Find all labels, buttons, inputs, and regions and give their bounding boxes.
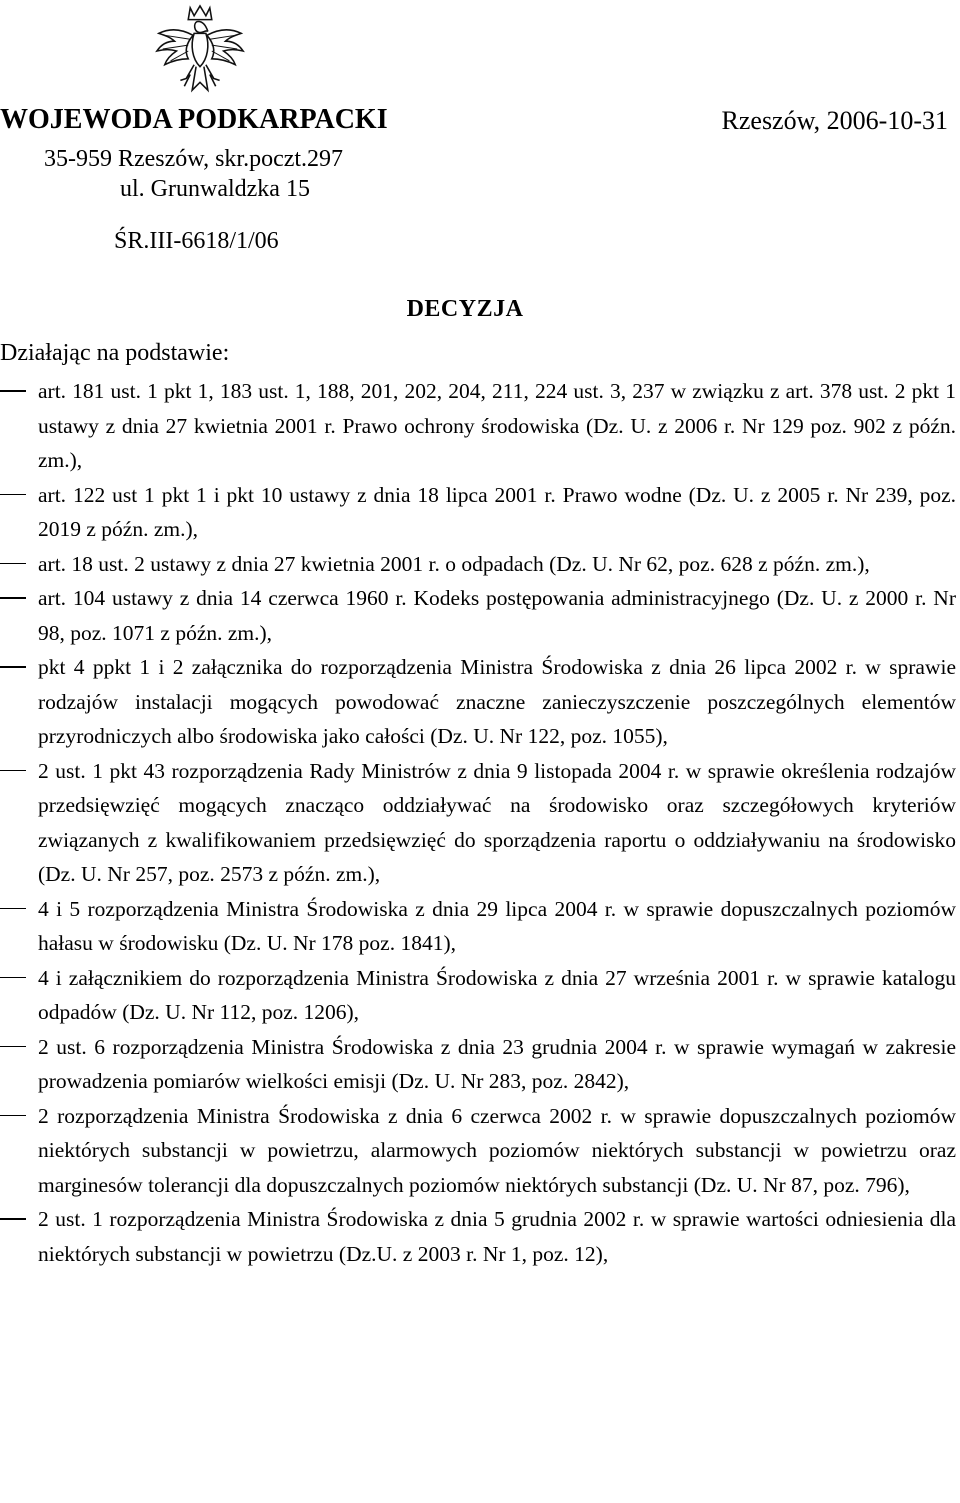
list-item-text: 2 ust. 6 rozporządzenia Ministra Środowiska z dnia 23 grudnia 2004 r. w sprawie wymagań w zakresie prowadzenia pomiarów wielkości emisji (Dz. U. Nr 283, poz. 2842), — [38, 1034, 956, 1093]
issue-date: Rzeszów, 2006-10-31 — [721, 106, 948, 135]
list-item — [0, 961, 956, 1030]
list-item-text: 2 ust. 1 pkt 43 rozporządzenia Rady Ministrów z dnia 9 listopada 2004 r. w sprawie określenia rodzajów przedsięwzięć mogących znacząco oddziaływać na środowisko oraz szczegółowych kryteriów związanych z kwalifikowaniem przedsięwzięć do sporządzenia raportu o oddziaływaniu na środowisko (Dz. U. Nr 257, poz. 2573 z późn. zm.), — [38, 758, 956, 886]
list-item-text: art. 181 ust. 1 pkt 1, 183 ust. 1, 188, 201, 202, 204, 211, 224 ust. 3, 237 w związku z art. 378 ust. 2 pkt 1 ustawy z dnia 27 kwietnia 2001 r. Prawo ochrony środowiska (Dz. U. z 2006 r. Nr 129 poz. 902 z późn. zm.), — [38, 379, 956, 472]
issuer-address-line2: ul. Grunwaldzka 15 — [120, 176, 310, 202]
list-item — [0, 754, 956, 892]
list-item-text: art. 122 ust 1 pkt 1 i pkt 10 ustawy z dnia 18 lipca 2001 r. Prawo wodne (Dz. U. z 2005 r. Nr 239, poz. 2019 z późn. zm.), — [38, 482, 956, 541]
reference-number: ŚR.III-6618/1/06 — [114, 228, 279, 254]
dash-bullet-icon — [0, 1218, 26, 1220]
list-item — [0, 581, 956, 650]
list-item — [0, 892, 956, 961]
dash-bullet-icon — [0, 666, 26, 668]
list-item-text: pkt 4 ppkt 1 i 2 załącznika do rozporządzenia Ministra Środowiska z dnia 26 lipca 2002 r. w sprawie rodzajów instalacji mogących powodować znaczne zanieczyszczenie poszczególnych elementów przyrodniczych albo środowiska jako całości (Dz. U. Nr 122, poz. 1055), — [38, 655, 956, 748]
list-item — [0, 1030, 956, 1099]
list-item — [0, 650, 956, 754]
dash-bullet-icon — [0, 494, 26, 496]
issuer-address-line1: 35-959 Rzeszów, skr.poczt.297 — [44, 146, 344, 172]
list-item-text: 4 i 5 rozporządzenia Ministra Środowiska z dnia 29 lipca 2004 r. w sprawie dopuszczalnych poziomów hałasu w środowisku (Dz. U. Nr 178 poz. 1841), — [38, 896, 956, 955]
list-item-text: art. 104 ustawy z dnia 14 czerwca 1960 r. Kodeks postępowania administracyjnego (Dz. U. z 2000 r. Nr 98, poz. 1071 z późn. zm.), — [38, 586, 956, 645]
dash-bullet-icon — [0, 908, 26, 910]
dash-bullet-icon — [0, 390, 26, 392]
list-item — [0, 374, 956, 478]
dash-bullet-icon — [0, 977, 26, 979]
list-item — [0, 1099, 956, 1203]
polish-eagle-emblem-icon — [150, 2, 250, 100]
dash-bullet-icon — [0, 597, 26, 599]
list-item-text: 2 ust. 1 rozporządzenia Ministra Środowiska z dnia 5 grudnia 2002 r. w sprawie wartości odniesienia dla niektórych substancji w powietrzu (Dz.U. z 2003 r. Nr 1, poz. 12), — [38, 1207, 956, 1266]
list-item-text: 2 rozporządzenia Ministra Środowiska z dnia 6 czerwca 2002 r. w sprawie dopuszczalnych poziomów niektórych substancji w powietrzu, alarmowych poziomów niektórych substancji w powietrzu oraz marginesów tolerancji dla dopuszczalnych poziomów niektórych substancji (Dz. U. Nr 87, poz. 796), — [38, 1103, 956, 1197]
dash-bullet-icon — [0, 563, 26, 565]
document-title: DECYZJA — [406, 296, 524, 322]
list-item-text: 4 i załącznikiem do rozporządzenia Ministra Środowiska z dnia 27 września 2001 r. w sprawie katalogu odpadów (Dz. U. Nr 112, poz. 1206), — [38, 965, 956, 1024]
issuer-name: WOJEWODA PODKARPACKI — [0, 104, 388, 135]
dash-bullet-icon — [0, 1115, 26, 1117]
legal-basis-intro: Działając na podstawie: — [0, 340, 230, 366]
legal-basis-list — [0, 374, 956, 1271]
list-item-text: art. 18 ust. 2 ustawy z dnia 27 kwietnia 2001 r. o odpadach (Dz. U. Nr 62, poz. 628 z późn. zm.), — [38, 551, 870, 576]
dash-bullet-icon — [0, 1046, 26, 1048]
dash-bullet-icon — [0, 770, 26, 772]
list-item — [0, 478, 956, 547]
list-item — [0, 547, 956, 582]
list-item — [0, 1202, 956, 1271]
